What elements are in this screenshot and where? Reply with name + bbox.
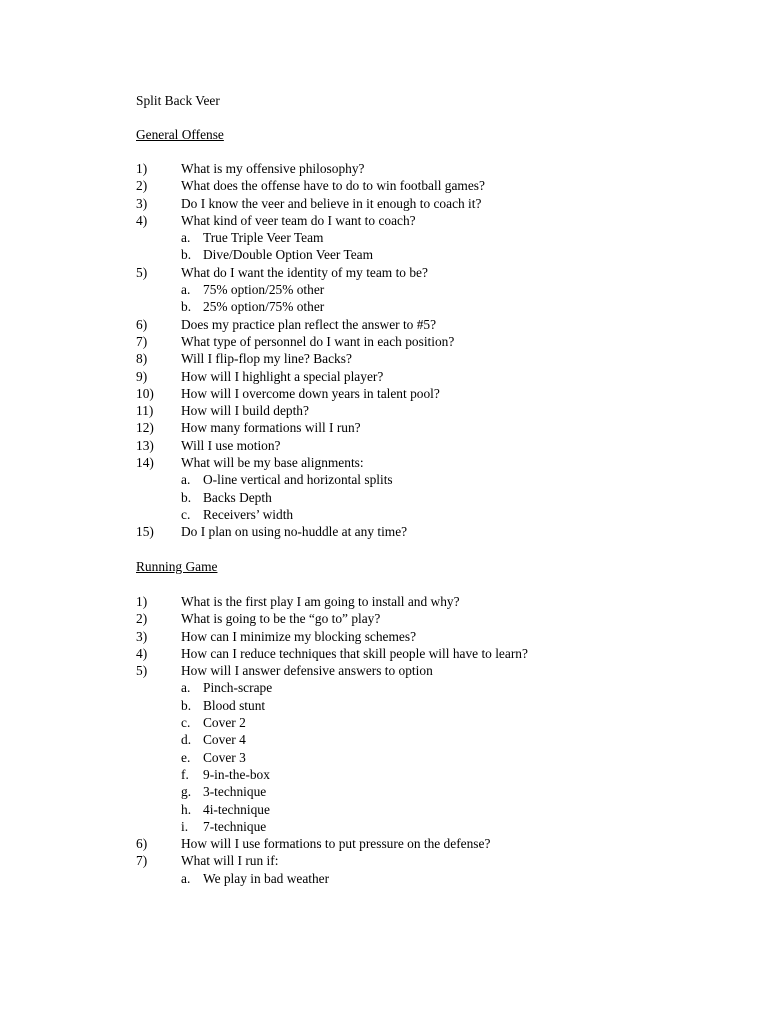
question-text: What is going to be the “go to” play?	[181, 611, 381, 627]
question-item	[136, 212, 736, 229]
sub-item-text: 4i-technique	[203, 801, 270, 817]
general-offense-list	[136, 160, 736, 541]
sub-item-letter: c.	[181, 715, 191, 731]
question-item	[136, 628, 736, 645]
question-item	[136, 419, 736, 436]
question-item	[136, 316, 736, 333]
question-text: Do I plan on using no-huddle at any time?	[181, 524, 408, 540]
sub-item-letter: a.	[181, 680, 191, 696]
sub-item-text: Receivers’ width	[203, 506, 294, 522]
sub-item-letter: b.	[181, 489, 192, 505]
question-number: 9)	[136, 368, 148, 384]
question-text: How will I highlight a special player?	[181, 368, 384, 384]
sub-item	[136, 281, 736, 298]
sub-item	[136, 489, 736, 506]
sub-item-letter: a.	[181, 870, 191, 886]
question-text: What will I run if:	[181, 853, 279, 869]
sub-item-text: We play in bad weather	[203, 870, 330, 886]
question-text: How can I reduce techniques that skill people will have to learn?	[181, 645, 528, 661]
question-item	[136, 160, 736, 177]
sub-item-text: 3-technique	[203, 784, 267, 800]
sub-item-text: True Triple Veer Team	[203, 230, 324, 246]
question-number: 5)	[136, 663, 148, 679]
question-item	[136, 385, 736, 402]
question-number: 10)	[136, 385, 154, 401]
sub-item-text: 7-technique	[203, 818, 267, 834]
question-text: Do I know the veer and believe in it enough to coach it?	[181, 195, 482, 211]
sub-item	[136, 731, 736, 748]
sub-item	[136, 506, 736, 523]
question-number: 14)	[136, 455, 154, 471]
sub-item-text: Backs Depth	[203, 489, 272, 505]
question-number: 11)	[136, 403, 154, 419]
question-number: 7)	[136, 333, 148, 349]
sub-item-text: Blood stunt	[203, 697, 266, 713]
sub-item-letter: d.	[181, 732, 192, 748]
sub-item-letter: i.	[181, 818, 189, 834]
sub-item-letter: a.	[181, 282, 191, 298]
sub-item	[136, 818, 736, 835]
sub-item-text: 75% option/25% other	[203, 282, 325, 298]
question-item	[136, 402, 736, 419]
sub-item	[136, 870, 736, 887]
question-number: 2)	[136, 611, 148, 627]
question-text: What does the offense have to do to win football games?	[181, 178, 485, 194]
sub-item-text: Cover 3	[203, 749, 246, 765]
question-text: What do I want the identity of my team to be?	[181, 264, 428, 280]
sub-item-letter: h.	[181, 801, 192, 817]
question-text: How will I use formations to put pressure on the defense?	[181, 836, 491, 852]
question-number: 2)	[136, 178, 148, 194]
sub-item	[136, 298, 736, 315]
question-number: 3)	[136, 195, 148, 211]
question-number: 6)	[136, 836, 148, 852]
sub-item-text: O-line vertical and horizontal splits	[203, 472, 393, 488]
question-number: 6)	[136, 316, 148, 332]
question-text: How will I overcome down years in talent pool?	[181, 385, 440, 401]
sub-item-letter: a.	[181, 230, 191, 246]
sub-item-letter: g.	[181, 784, 192, 800]
question-text: How can I minimize my blocking schemes?	[181, 628, 417, 644]
sub-item-letter: b.	[181, 697, 192, 713]
sub-item	[136, 471, 736, 488]
question-text: Will I use motion?	[181, 437, 281, 453]
question-text: Does my practice plan reflect the answer to #5?	[181, 316, 437, 332]
question-item	[136, 593, 736, 610]
sub-item-letter: c.	[181, 506, 191, 522]
sub-item-letter: b.	[181, 247, 192, 263]
sub-item	[136, 714, 736, 731]
section-heading-general-offense: General Offense	[136, 127, 224, 142]
section-heading-running-game: Running Game	[136, 559, 218, 574]
sub-item-text: Pinch-scrape	[203, 680, 273, 696]
question-item	[136, 852, 736, 869]
sub-item-letter: e.	[181, 749, 191, 765]
question-text: What type of personnel do I want in each position?	[181, 333, 455, 349]
question-item	[136, 523, 736, 540]
question-number: 3)	[136, 628, 148, 644]
question-number: 12)	[136, 420, 154, 436]
question-item	[136, 454, 736, 471]
document-title: Split Back Veer	[136, 93, 220, 108]
sub-item	[136, 749, 736, 766]
sub-item-text: 9-in-the-box	[203, 766, 270, 782]
question-text: Will I flip-flop my line? Backs?	[181, 351, 352, 367]
sub-item	[136, 766, 736, 783]
question-number: 8)	[136, 351, 148, 367]
sub-item	[136, 697, 736, 714]
sub-item	[136, 679, 736, 696]
question-text: What is the first play I am going to install and why?	[181, 594, 460, 609]
question-number: 1)	[136, 594, 148, 609]
sub-item-text: Cover 4	[203, 732, 246, 748]
running-game-list	[136, 593, 736, 887]
question-item	[136, 437, 736, 454]
question-item	[136, 195, 736, 212]
question-number: 13)	[136, 437, 154, 453]
question-item	[136, 177, 736, 194]
sub-item-letter: f.	[181, 766, 189, 782]
question-item	[136, 333, 736, 350]
question-text: How will I build depth?	[181, 403, 309, 419]
sub-item-letter: b.	[181, 299, 192, 315]
question-item	[136, 368, 736, 385]
sub-item-text: Cover 2	[203, 715, 246, 731]
question-text: What kind of veer team do I want to coach?	[181, 212, 416, 228]
question-number: 5)	[136, 264, 148, 280]
question-text: What is my offensive philosophy?	[181, 161, 365, 176]
question-text: How will I answer defensive answers to option	[181, 663, 433, 679]
sub-item	[136, 783, 736, 800]
question-text: What will be my base alignments:	[181, 455, 364, 471]
sub-item	[136, 801, 736, 818]
sub-item	[136, 229, 736, 246]
sub-item-letter: a.	[181, 472, 191, 488]
question-number: 4)	[136, 212, 148, 228]
sub-item-text: Dive/Double Option Veer Team	[203, 247, 374, 263]
question-number: 4)	[136, 645, 148, 661]
question-text: How many formations will I run?	[181, 420, 361, 436]
question-item	[136, 264, 736, 281]
sub-item-text: 25% option/75% other	[203, 299, 325, 315]
question-number: 7)	[136, 853, 148, 869]
question-item	[136, 610, 736, 627]
sub-item	[136, 246, 736, 263]
question-item	[136, 350, 736, 367]
question-item	[136, 835, 736, 852]
question-number: 15)	[136, 524, 154, 540]
question-number: 1)	[136, 161, 148, 176]
question-item	[136, 645, 736, 662]
question-item	[136, 662, 736, 679]
